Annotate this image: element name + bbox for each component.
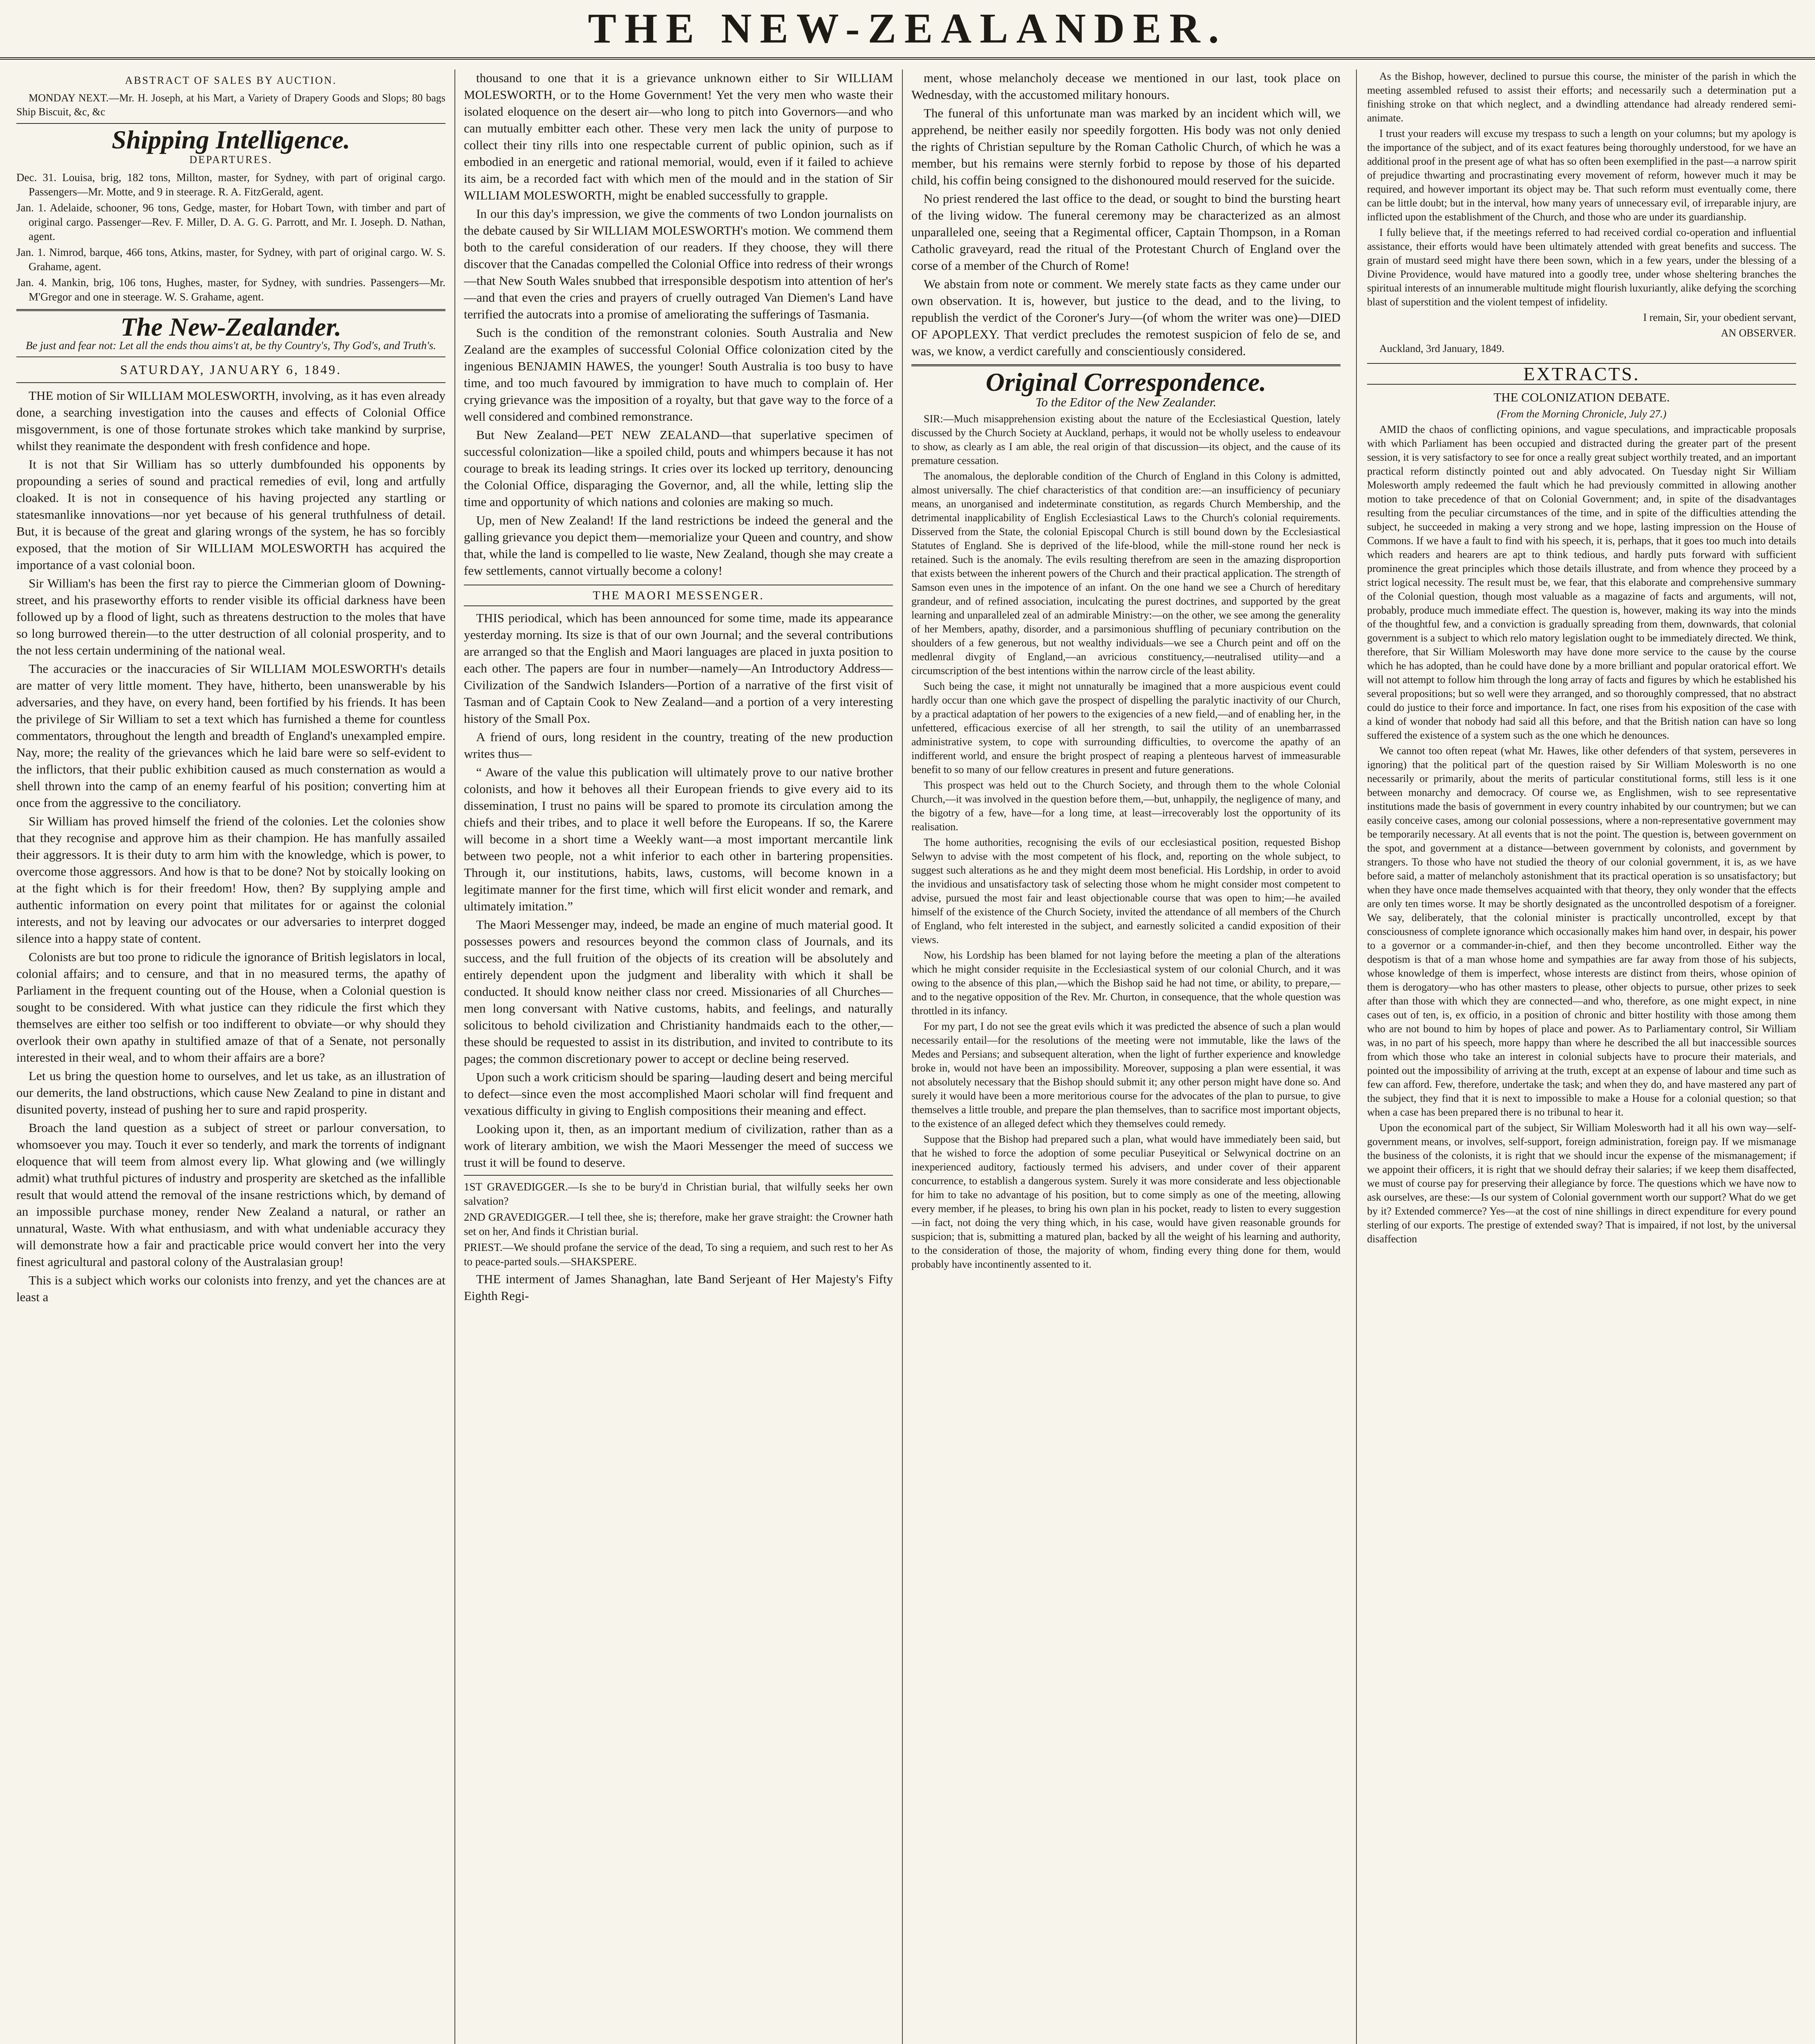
article-paragraph: Broach the land question as a subject of street or parlour conversation, to whomsoever you may. Touch it ever so tenderly, and mark the torrents of indignant eloquence that will teem from almost every lip. What glowing and (we willingly admit) what truthful pictures of industry and prosperity are sketched as the infallible result that would attend the removal of the insane restrictions which, by demand of an impossible purchase money, render New Zealand a natural, or rather an unnatural, Waste. With what enthusiasm, and with what undeniable accuracy they will demonstrate how a fair and practicable price would convert her into the very finest agricultural and pastoral colony of the Australasian group! [16,1121,445,1269]
letter-paragraph: Suppose that the Bishop had prepared such a plan, what would have immediately been said, but that he wished to force the adoption of some peculiar Puseyitical or Selwynical doctrine on an inexperienced auditory, factiously termed his advisers, and under cover of their apparent concurrence, to establish a dangerous system. Surely it was more considerate and less objectionable for him to take no advantage of his position, but to come simply as one of the meeting, allowing every member, if he pleases, to bring his own plan in his pocket, ready to listen to every suggestion—in fact, not doing the very thing which, in his case, would have given reasonable grounds for suspicion; that is, submitting a matured plan, backed by all the weight of his learning and authority, to the consideration of those, the majority of whom, finding every thing done for them, would probably have incontinently assented to it. [911,1133,1341,1270]
extract-paragraph: AMID the chaos of conflicting opinions, and vague speculations, and impracticable proposals with which Parliament has been occupied and distracted during the greater part of the present session, it is very satisfactory to see for once a really great subject worthily treated, and an important practical reform distinctly pointed out and ably advocated. On Tuesday night Sir William Molesworth amply redeemed the fault which he had previously committed in allowing another motion to take precedence of that on Colonial Government; and, in spite of the disadvantages resulting from the peculiar circumstances of the time, and in spite of the difficulties attending the subject, he succeeded in making a very strong and we hope, lasting impression on the House of Commons. If we have a fault to find with his speech, it is, perhaps, that it goes too much into details which readers and hearers are apt to think tedious, and hardly puts forward with sufficient prominence the great principles which those details illustrate, and from whence they proceed by a strict logical necessity. The result must be, we fear, that this elaborate and comprehensive summary of the Colonial question, though most valuable as a magazine of facts and arguments, will not, probably, produce much immediate effect. The question is, however, making its way into the minds of the thoughtful few, and a conviction is gradually spreading from them, downwards, that colonial government is a subject to which relo matory legislation ought to be immediately directed. We think, therefore, that Sir William Molesworth may have done more service to the cause by the course which he has adopted, than he could have done by a more brilliant and popular oratorical effort. We will not attempt to follow him through the long array of facts and figures by which he established his several propositions; but so well were they arranged, and so thoroughly compressed, that no abstract could do justice to their force and importance. In fact, one rises from his exposition of the case with a kind of wonder that nobody had said all this before, and that the British nation can have so long suffered the existence of a system such as the one which he denounces. [1367,424,1796,741]
divider [16,382,445,383]
article-paragraph: This is a subject which works our colonists into frenzy, and yet the chances are at least a [16,1273,445,1304]
article-paragraph: Let us bring the question home to ourselves, and let us take, as an illustration of our demerits, the land obstructions, which cause New Zealand to pine in distant and disunited poverty, instead of pushing her to sure and rapid prosperity. [16,1069,445,1116]
article-paragraph: In our this day's impression, we give the comments of two London journalists on the debate caused by Sir WILLIAM MOLESWORTH's motion. We commend them both to the careful consideration of our readers. If they choose, they will there discover that the Canadas compelled the Colonial Office into redress of their wrongs—that New South Wales snubbed that irresponsible despotism into attention of her's—and that even the cries and prayers of cruelly outraged Van Diemen's Land have terrified the autocrats into a promise of ameliorating the sufferings of Tasmania. [464,206,893,321]
column-rule [454,69,455,2044]
correspondence-heading: Original Correspondence. [985,368,1267,397]
source-line: (From the Morning Chronicle, July 27.) [1497,408,1667,420]
column-4 [1367,69,1796,2044]
column-1 [16,69,445,2044]
ship-entry: Dec. 31. Louisa, brig, 182 tons, Millton, master, for Sydney, with part of original cargo. Passengers—Mr. Motte, and 9 in steerage. R. A. FitzGerald, agent. [16,171,445,198]
article-paragraph: Up, men of New Zealand! If the land restrictions be indeed the general and the galling grievance you depict them—memorialize your Queen and country, and show that, while the land is compelled to lie waste, New Zealand, though she may create a few settlements, cannot virtually become a colony! [464,513,893,578]
extract-paragraph: Upon the economical part of the subject, Sir William Molesworth had it all his own way—self-government means, or involves, self-support, foreign administration, foreign pay. If we mismanage the business of the colonists, it is right that we should incur the expense of the mismanagement; if we appoint their officers, it is right that we should defray their salaries; if we keep them disaffected, we must of course pay for preserving their allegiance by force. The questions which we have now to ask ourselves, are these:—Is our system of Colonial government worth our support? What do we get by it? Extended commerce? Yes—at the cost of nine shillings in direct expenditure for every pound sterling of our exports. The prestige of extended sway? That is impaired, if not lost, by the universal disaffection [1367,1122,1796,1245]
article-paragraph: But New Zealand—PET NEW ZEALAND—that superlative specimen of successful colonization—like a spoiled child, pouts and whimpers because it has not courage to break its leading strings. It cries over its locked up territory, denouncing the Colonial Office, disparaging the Governor, and, all the while, letting slip the time and opportunity of which nations and colonies are making so much. [464,428,893,509]
divider [911,364,1341,366]
paper-heading: The New-Zealander. [120,312,342,341]
extract-paragraph: We cannot too often repeat (what Mr. Hawes, like other defenders of that system, perseveres in ignoring) that the political part of the question raised by Sir William Molesworth is no one necessarily or primarily, about the merits of particular constitutional forms, still less is it one between monarchy and democracy. Of course we, as Englishmen, wish to see representative institutions made the basis of government in every country inhabited by our countrymen; but we can easily conceive cases, among our colonial possessions, where a non-representative government may be temporarily necessary. At all events that is not the point. The question is, between government on the spot, and government at a distance—between government by colonists, and government by strangers. To those who have not studied the theory of our colonial government, it is, as we have before said, a matter of melancholy astonishment that its practical operation is so unsatisfactory; but when they have once made themselves acquainted with that theory, they only wonder that the effects are only ten times worse. It may be shortly designated as the uncontrolled despotism of a foreigner. We say, deliberately, that the colonial minister is practically uncontrolled, except by that consciousness of complete ignorance which occasionally makes him hand over, in despair, his power to a governor or a commander-in-chief, and then they become uncontrolled. Either way the despotism is that of a man whose home and sympathies are far away from those of his subjects, whose knowledge of them is imperfect, whose interests are distinct from theirs, whose opinion of them is derogatory—who has other masters to please, other objects to pursue, other prizes to seek after than those with which they are connected—and who, therefore, as one might expect, in nine cases out of ten, is, ex officio, in a position of chronic and bitter hostility with those among them who are not bound to him by hopes of place and power. As to Parliamentary control, Sir William was, in no part of his speech, more happy than where he described the all but inaccessible sources from which those who take an interest in colonial subjects have to procure their materials, and pointed out the impossibility of arriving at the truth, except at an expense of labour and time such as few can afford. Few, therefore, undertake the task; and when they do, and have mastered any part of the subject, they find that it is next to impossible to make a House for a colonial question; so that when a case has been prepared there is no tribunal to hear it. [1367,745,1796,1118]
letter-paragraph: I fully believe that, if the meetings referred to had received cordial co-operation and influential assistance, their efforts would have been ultimately attended with great benefits and success. The grain of mustard seed might have there been sown, which in a few years, under the blessing of a Divine Providence, would have matured into a goodly tree, under whose sheltering branches the spiritual interests of an innumerable multitude might flourish luxuriantly, alike defying the scorching blast of superstition and the violent tempest of infidelity. [1367,226,1796,308]
verse-line: 2ND GRAVEDIGGER.—I tell thee, she is; therefore, make her grave straight: the Crowner hath set on her, And finds it Christian burial. [464,1211,893,1237]
divider [16,309,445,311]
ship-entry: Jan. 1. Nimrod, barque, 466 tons, Atkins, master, for Sydney, with part of original cargo. W. S. Grahame, agent. [16,246,445,273]
letter-paragraph: This prospect was held out to the Church Society, and through them to the whole Colonial Church,—it was involved in the question before them,—but, unhappily, the negligence of many, and the bigotry of a few, have—for a long time, at least—irrecoverably lost the opportunity of its realisation. [911,779,1341,833]
verse-line: PRIEST.—We should profane the service of the dead, To sing a requiem, and such rest to her As to peace-parted souls.—SHAKSPERE. [464,1241,893,1268]
article-paragraph: THIS periodical, which has been announced for some time, made its appearance yesterday morning. Its size is that of our own Journal; and the several contributions are arranged so that the English and Maori languages are placed in juxta position to each other. The papers are four in number—namely—An Introductory Address—Civilization of the Sandwich Islanders—Portion of a narrative of the first visit of Tasman and of Captain Cook to New Zealand—and a portion of a very interesting history of the Small Pox. [464,611,893,726]
letter-paragraph: The home authorities, recognising the evils of our ecclesiastical position, requested Bishop Selwyn to advise with the most competent of his flock, and, reporting on the whole subject, to suggest such alterations as he and they might deem most beneficial. His Lordship, in order to avoid the invidious and unsatisfactory task of selecting those whom he might consider most competent to advise, pursued the most fair and least objectionable course that was open to him;—he availed himself of the existence of the Church Society, invited the attendance of all members of the Church of England, who felt interested in the subject, and earnestly solicited a candid exposition of their views. [911,836,1341,946]
article-paragraph: No priest rendered the last office to the dead, or sought to bind the bursting heart of the living widow. The funeral ceremony may be characterized as an almost unparalleled one, seeing that a Regimental officer, Captain Thompson, in a Roman Catholic graveyard, read the ritual of the Protestant Church of England over the corse of a member of the Church of Rome! [911,191,1341,273]
signature-line: I remain, Sir, your obedient servant, [1643,312,1796,323]
letter-date: Auckland, 3rd January, 1849. [1379,343,1504,354]
article-paragraph: Sir William's has been the first ray to pierce the Cimmerian gloom of Downing-street, and his praseworthy efforts to render visible its official darkness have been followed up by a flood of light, such as threatens destruction to the moles that have so long burrowed therein—to the utter destruction of all colonial prosperity, and to the not less certain undermining of the national weal. [16,576,445,657]
auction-heading: ABSTRACT OF SALES BY AUCTION. [125,74,337,86]
letter-paragraph: For my part, I do not see the great evils which it was predicted the absence of such a plan would necessarily entail—for the resolutions of the meeting were not immutable, like the laws of the Medes and Persians; and subsequent alteration, when the light of further experience and knowledge broke in, would not have been an impossibility. Moreover, supposing a plan were essential, it was not absolutely necessary that the Bishop should submit it; any other person might have done so. And surely it would have been a more meritorious course for the advocates of the plan to pursue, to give themselves a little trouble, and prepare the plan themselves, than to sacrifice most important objects, to the existence of an alleged defect which they themselves could remedy. [911,1020,1341,1130]
divider [464,1175,893,1176]
article-paragraph: “ Aware of the value this publication will ultimately prove to our native brother colonists, and how it behoves all their European friends to give every aid to its dissemination, I trust no pains will be spared to promote its circulation among the chiefs and their tribes, and to place it well before the Europeans. If so, the Karere will become in a short time a Weekly want—a most important mercantile link between two people, not a whit inferior to each other in bartering propensities. Through it, our institutions, habits, laws, customs, will become known in a legitimate manner for the first time, which will first elicit wonder and remark, and ultimately imitation.” [464,765,893,913]
article-paragraph: A friend of ours, long resident in the country, treating of the new production writes thus— [464,730,893,761]
article-paragraph: THE interment of James Shanaghan, late Band Serjeant of Her Majesty's Fifty Eighth Regi- [464,1272,893,1303]
article-paragraph: The funeral of this unfortunate man was marked by an incident which will, we apprehend, be neither easily nor speedily forgotten. His body was not only denied the rights of Christian sepulture by the Roman Catholic Church, of which he was a member, but his remains were sternly forbid to repose by those of his departed child, his coffin being consigned to the dishonoured mould reserved for the suicide. [911,106,1341,187]
article-paragraph: The Maori Messenger may, indeed, be made an engine of much material good. It possesses powers and resources beyond the common class of Journals, and its success, and the full fruition of the objects of its creation will be absolutely and entirely dependent upon the judgment and liberality with which it shall be conducted. It should know neither class nor creed. Missionaries of all Churches—men long conversant with Native customs, habits, and feelings, and naturally solicitous to behold civilization and Christianity handmaids each to the other,—these should be requested to assist in its distribution, and invited to contribute to its pages; the common discretionary power to accept or decline being reserved. [464,917,893,1066]
article-paragraph: We abstain from note or comment. We merely state facts as they came under our own observation. It is, however, but justice to the dead, and to the living, to republish the verdict of the Coroner's Jury—(of whom the writer was one)—DIED OF APOPLEXY. That verdict precludes the remotest suspicion of felo de se, and was, we know, a verdict carefully and conscientiously considered. [911,277,1341,358]
article-paragraph: The accuracies or the inaccuracies of Sir WILLIAM MOLESWORTH's details are matter of very little moment. They have, hitherto, been unanswerable by his adversaries, and they have, on every hand, been fortified by his friends. It has been the privilege of Sir William to set a text which has furnished a theme for countless commentators, throughout the length and breadth of England's unexampled empire. Nay, more; the reality of the grievances which he laid bare were so self-evident to the inflictors, that their public exhibition caused as much consternation as would a shell thrown into the camp of an enemy fearful of his position; converting him at once from the aggressive to the conciliatory. [16,661,445,810]
ship-entry: Jan. 1. Adelaide, schooner, 96 tons, Gedge, master, for Hobart Town, with timber and part of original cargo. Passenger—Rev. F. Miller, D. A. G. G. Parrott, and Mr. I. Joseph. D. Nathan, agent. [16,202,445,242]
article-paragraph: Sir William has proved himself the friend of the colonies. Let the colonies show that they recognise and approve him as their champion. He has manfully assailed their aggressors. It is their duty to arm him with the knowledge, which is power, to overcome those aggressors. And how is that to be done? Not by stoically looking on at the fight which is for their freedom! How, then? By supplying ample and authentic information on every point that militates for or against the colonial interests, and not by leaving our advocates or our adversaries to interpret dogged silence into a happy state of content. [16,814,445,946]
letter-paragraph: I trust your readers will excuse my trespass to such a length on your columns; but my apology is the importance of the subject, and of its exact features being thoroughly understood, for we have an additional proof in the present age of what has so often been exemplified in the past—a narrow spirit of prejudice thwarting and procrastinating every movement of reform, however much it may be required, and however important its object may be. That such reform must eventually come, there can be little doubt; but in the interval, how many years of unnecessary evil, of irreparable injury, are inflicted upon the establishment of the Church, and those who are under its guardianship. [1367,128,1796,223]
shipping-heading: Shipping Intelligence. [112,125,350,154]
masthead [0,0,1815,60]
article-paragraph: Colonists are but too prone to ridicule the ignorance of British legislators in local, colonial affairs; and to censure, and that in no measured terms, the apathy of Parliament in the frequent counting out of the House, when a Colonial question is sought to be considered. With what justice can they ridicule the first which they themselves are either too selfish or too indifferent to obviate—or why should they overlook their own apathy in stultified amaze of that of a Senate, not personally interested in their weal, and to whom their affairs are a bore? [16,950,445,1065]
auction-notice: MONDAY NEXT.—Mr. H. Joseph, at his Mart, a Variety of Drapery Goods and Slops; 80 bags Ship Biscuit, &c, &c [16,92,445,118]
verse-line: 1ST GRAVEDIGGER.—Is she to be bury'd in Christian burial, that wilfully seeks her own salvation? [464,1181,893,1207]
column-rule [1356,69,1357,2044]
letter-paragraph: As the Bishop, however, declined to pursue this course, the minister of the parish in which the meeting assembled refused to assist their efforts; and necessarily such a determination put a finishing stroke on that which neglect, and a dwindling attendance had already rendered semi-animate. [1367,70,1796,124]
article-paragraph: Upon such a work criticism should be sparing—lauding desert and being merciful to defect—since even the most accomplished Maori scholar will find frequent and vexatious difficulty in giving to English compositions their meaning and effect. [464,1070,893,1118]
issue-date: SATURDAY, JANUARY 6, 1849. [120,362,342,377]
salutation: To the Editor of the New Zealander. [1035,395,1217,409]
extracts-heading: EXTRACTS. [1367,363,1796,385]
article-paragraph: ment, whose melancholy decease we mentioned in our last, took place on Wednesday, with the accustomed military honours. [911,71,1341,102]
newspaper-title: THE NEW-ZEALANDER. [588,5,1227,52]
article-paragraph: thousand to one that it is a grievance unknown either to Sir WILLIAM MOLESWORTH, or to the Home Government! Yet the very men who waste their isolated eloquence on the desert air—who long to pitch into Governors—and who can mutually embitter each other. These very men lack the unity of purpose to collect their tiny rills into one respectable current of public opinion, such as if embodied in an energetic and rational memorial, would, even if it failed to achieve its aim, be a recorded fact with which men of the mould and in the station of Sir WILLIAM MOLESWORTH, might be enabled successfully to grapple. [464,71,893,202]
column-2 [464,69,893,2044]
departures-heading: DEPARTURES. [189,154,273,166]
debate-heading: THE COLONIZATION DEBATE. [1493,390,1670,404]
article-paragraph: THE motion of Sir WILLIAM MOLESWORTH, involving, as it has even already done, a searching investigation into the causes and effects of Colonial Office misgovernment, is one of those fortunate strokes which take mankind by surprise, whilst they reanimate the despondent with fresh confidence and hope. [16,388,445,453]
column-rule [902,69,903,2044]
article-paragraph: Such is the condition of the remonstrant colonies. South Australia and New Zealand are the examples of successful Colonial Office colonization cited by the ingenious BENJAMIN HAWES, the younger! South Australia is too busy to have time, and too much favoured by immigration to have much to complain of. Her crying grievance was the imposition of a royalty, but that gave way to the force of a well considered and combined remonstrance. [464,325,893,424]
divider [16,356,445,357]
article-paragraph: Looking upon it, then, as an important medium of civilization, rather than as a work of literary ambition, we wish the Maori Messenger the meed of success we trust it will be found to deserve. [464,1122,893,1170]
article-paragraph: It is not that Sir William has so utterly dumbfounded his opponents by propounding a series of sound and practical remedies of evil, long and artfully cloaked. It is not in consequence of his having projected any startling or statesmanlike innovations—nor yet because of his general truthfulness of detail. But, it is because of the great and glaring wrongs of the system, he has so forcibly exposed, that the motion of Sir WILLIAM MOLESWORTH has acquired the importance of a vast colonial boon. [16,457,445,572]
letter-paragraph: SIR:—Much misapprehension existing about the nature of the Ecclesiastical Question, lately discussed by the Church Society at Auckland, perhaps, it would not be wholly useless to endeavour to show, as clearly as I am able, the real origin of that discussion—its object, and the cause of its premature cessation. [911,413,1341,466]
motto: Be just and fear not: Let all the ends thou aims't at, be thy Country's, Thy God's, and Truth's. [25,339,436,352]
letter-paragraph: The anomalous, the deplorable condition of the Church of England in this Colony is admitted, almost universally. The chief characteristics of that condition are:—an insufficiency of pecuniary means, an unorganised and indeterminate constitution, as regards Church Membership, and the detrimental inapplicability of English Ecclesiastical Laws to the Church's colonial requirements. Disserved from the State, the colonial Episcopal Church is still bound down by the Ecclesiastical Statutes of England. She is deprived of the life-blood, while the mill-stone round her neck is retained. Such is the anomaly. The evils resulting therefrom are seen in the amazing disproportion that exists between the inherent powers of the Church and their practical application. The strength of Samson even unes in the impotence of an infant. On the one hand we see a Church of hereditary grandeur, and of refined association, inculcating the purest doctrines, and supported by the great learning and unparalleled zeal of an admirable Ministry:—on the other, we see among the generality of her Members, apathy, disorder, and a parsimonious shuffling of pecuniary contribution on the shoulders of a few generous, but not wealthy individuals—we see a Church peint and off on the medlenral divgity of England,—an avricious constituency,—neutralised utility—and a circumscription of the best intentions within the narrow circle of the least ability. [911,470,1341,677]
divider [16,123,445,124]
maori-messenger-heading: THE MAORI MESSENGER. [464,585,893,606]
column-3 [911,69,1341,2044]
letter-paragraph: Now, his Lordship has been blamed for not laying before the meeting a plan of the alterations which he might consider requisite in the Ecclesiastical system of our colonial Church, and it was owing to the absence of this plan,—which the Bishop said he had not time, or ability, to prepare,—and to the negative opposition of the Rev. Mr. Churton, in consequence, that the whole question was throttled in its infancy. [911,949,1341,1017]
ship-entry: Jan. 4. Mankin, brig, 106 tons, Hughes, master, for Sydney, with sundries. Passengers—Mr. M'Gregor and one in steerage. W. S. Grahame, agent. [16,276,445,303]
letter-paragraph: Such being the case, it might not unnaturally be imagined that a more auspicious event could hardly occur than one which gave the prospect of dispelling the paralytic inactivity of our Church, by a practical adaptation of her powers to the exigencies of a new field,—and of enabling her, in the unfettered, efficacious exercise of all her strength, to sail the utility of an unembarrassed administrative system, to cope with surrounding difficulties, to overcome the apathy of an indifferent world, and ensure the bright prospect of reaping a plenteous harvest of immeasurable benefit to so many of our fellow creatures in present and future generations. [911,680,1341,775]
signature-name: AN OBSERVER. [1721,327,1796,339]
